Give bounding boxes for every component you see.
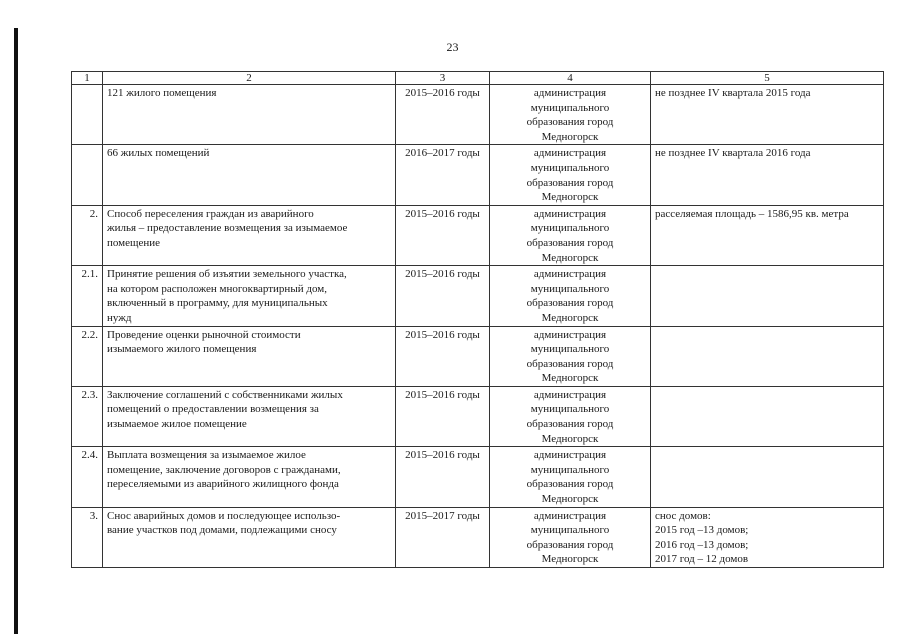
table-row [72,205,884,265]
header-cell-5: 5 [651,72,884,85]
description-line: 66 жилых помещений [107,147,210,160]
executor-line: муниципального [530,161,610,174]
description-cell [103,85,396,145]
binding-edge-bar [14,28,18,634]
period-cell: 2015–2016 годы [396,85,490,145]
description-line: переселяемыми из аварийного жилищного фонда [107,478,339,491]
period-cell: 2015–2017 годы [396,507,490,567]
header-cell-1: 1 [72,72,103,85]
description-line: изымаемое жилое помещение [107,418,247,431]
description-cell [103,205,396,265]
description-cell [103,386,396,446]
executor-line: администрация [533,207,607,220]
executor-cell [490,85,651,145]
executor-line: Медногорск [541,311,599,324]
description-line: Проведение оценки рыночной стоимости [107,328,301,341]
item-number-cell: 2.4. [72,447,103,507]
executor-line: муниципального [530,463,610,476]
result-line: не позднее IV квартала 2015 года [655,87,811,99]
result-cell [651,145,884,205]
executor-line: муниципального [530,101,610,114]
executor-line: муниципального [530,282,610,295]
description-line: Выплата возмещения за изымаемое жилое [107,449,306,462]
plan-table [71,71,884,568]
table-row [72,507,884,567]
result-line: 2017 год – 12 домов [655,553,749,566]
executor-line: администрация [533,147,607,160]
table-row [72,326,884,386]
result-cell [651,326,884,386]
result-cell [651,266,884,326]
executor-line: Медногорск [541,553,599,566]
executor-line: образования город [526,357,614,370]
description-line: помещение [107,236,161,249]
item-number-cell: 2.2. [72,326,103,386]
executor-line: администрация [533,87,607,99]
description-line: жилья – предоставление возмещения за изымаемое [107,222,348,235]
description-cell [103,145,396,205]
table-row [72,85,884,145]
executor-line: муниципального [530,222,610,235]
description-line: изымаемого жилого помещения [107,343,257,356]
executor-line: образования город [526,116,614,129]
period-cell: 2015–2016 годы [396,386,490,446]
executor-line: образования город [526,236,614,249]
page-number: 23 [446,40,459,54]
result-line: расселяемая площадь – 1586,95 кв. метра [655,207,849,220]
item-number-cell: 2.1. [72,266,103,326]
result-line: 2016 год –13 домов; [655,538,749,551]
item-number-cell: 3. [72,507,103,567]
result-line: снос домов: [655,509,711,522]
description-line: нужд [107,311,132,324]
executor-cell [490,447,651,507]
period-cell: 2015–2016 годы [396,326,490,386]
executor-line: образования город [526,478,614,491]
result-line: 2015 год –13 домов; [655,524,749,537]
description-line: Заключение соглашений с собственниками жилых [107,388,343,401]
item-number-cell: 2. [72,205,103,265]
description-line: Принятие решения об изъятии земельного участка, [107,268,347,281]
executor-line: администрация [533,388,607,401]
executor-line: образования город [526,176,614,189]
executor-cell [490,266,651,326]
executor-line: Медногорск [541,432,599,445]
executor-line: Медногорск [541,251,599,264]
executor-line: Медногорск [541,493,599,506]
header-cell-2: 2 [103,72,396,85]
period-cell: 2015–2016 годы [396,266,490,326]
table-row [72,386,884,446]
table-row [72,266,884,326]
item-number-cell: 2.3. [72,386,103,446]
executor-line: образования город [526,538,614,551]
result-cell [651,507,884,567]
header-cell-3: 3 [396,72,490,85]
item-number-cell [72,85,103,145]
item-number-cell [72,145,103,205]
executor-line: Медногорск [541,372,599,385]
description-line: Снос аварийных домов и последующее использо- [107,509,341,522]
description-line: помещений о предоставлении возмещения за [107,403,319,416]
period-cell: 2015–2016 годы [396,447,490,507]
executor-line: муниципального [530,524,610,537]
result-line: не позднее IV квартала 2016 года [655,147,811,160]
result-cell [651,85,884,145]
executor-cell [490,507,651,567]
table-row [72,145,884,205]
description-cell [103,507,396,567]
header-cell-4: 4 [490,72,651,85]
description-line: Способ переселения граждан из аварийного [107,207,314,220]
executor-line: образования город [526,418,614,431]
period-cell: 2015–2016 годы [396,205,490,265]
period-cell: 2016–2017 годы [396,145,490,205]
executor-line: образования город [526,297,614,310]
table-row [72,447,884,507]
executor-line: муниципального [530,403,610,416]
result-cell [651,205,884,265]
description-cell [103,447,396,507]
executor-cell [490,326,651,386]
description-line: вание участков под домами, подлежащими сносу [107,524,337,537]
executor-line: Медногорск [541,191,599,204]
executor-line: администрация [533,268,607,281]
description-line: включенный в программу, для муниципальных [107,297,328,310]
table-header-row [72,72,884,85]
executor-line: муниципального [530,343,610,356]
executor-line: администрация [533,328,607,341]
executor-line: администрация [533,509,607,522]
executor-cell [490,145,651,205]
executor-line: Медногорск [541,130,599,143]
executor-line: администрация [533,449,607,462]
executor-cell [490,386,651,446]
result-cell [651,386,884,446]
description-line: 121 жилого помещения [107,87,217,99]
description-cell [103,326,396,386]
description-line: помещение, заключение договоров с гражданами, [107,463,341,476]
description-cell [103,266,396,326]
description-line: на котором расположен многоквартирный дом, [107,282,327,295]
executor-cell [490,205,651,265]
result-cell [651,447,884,507]
